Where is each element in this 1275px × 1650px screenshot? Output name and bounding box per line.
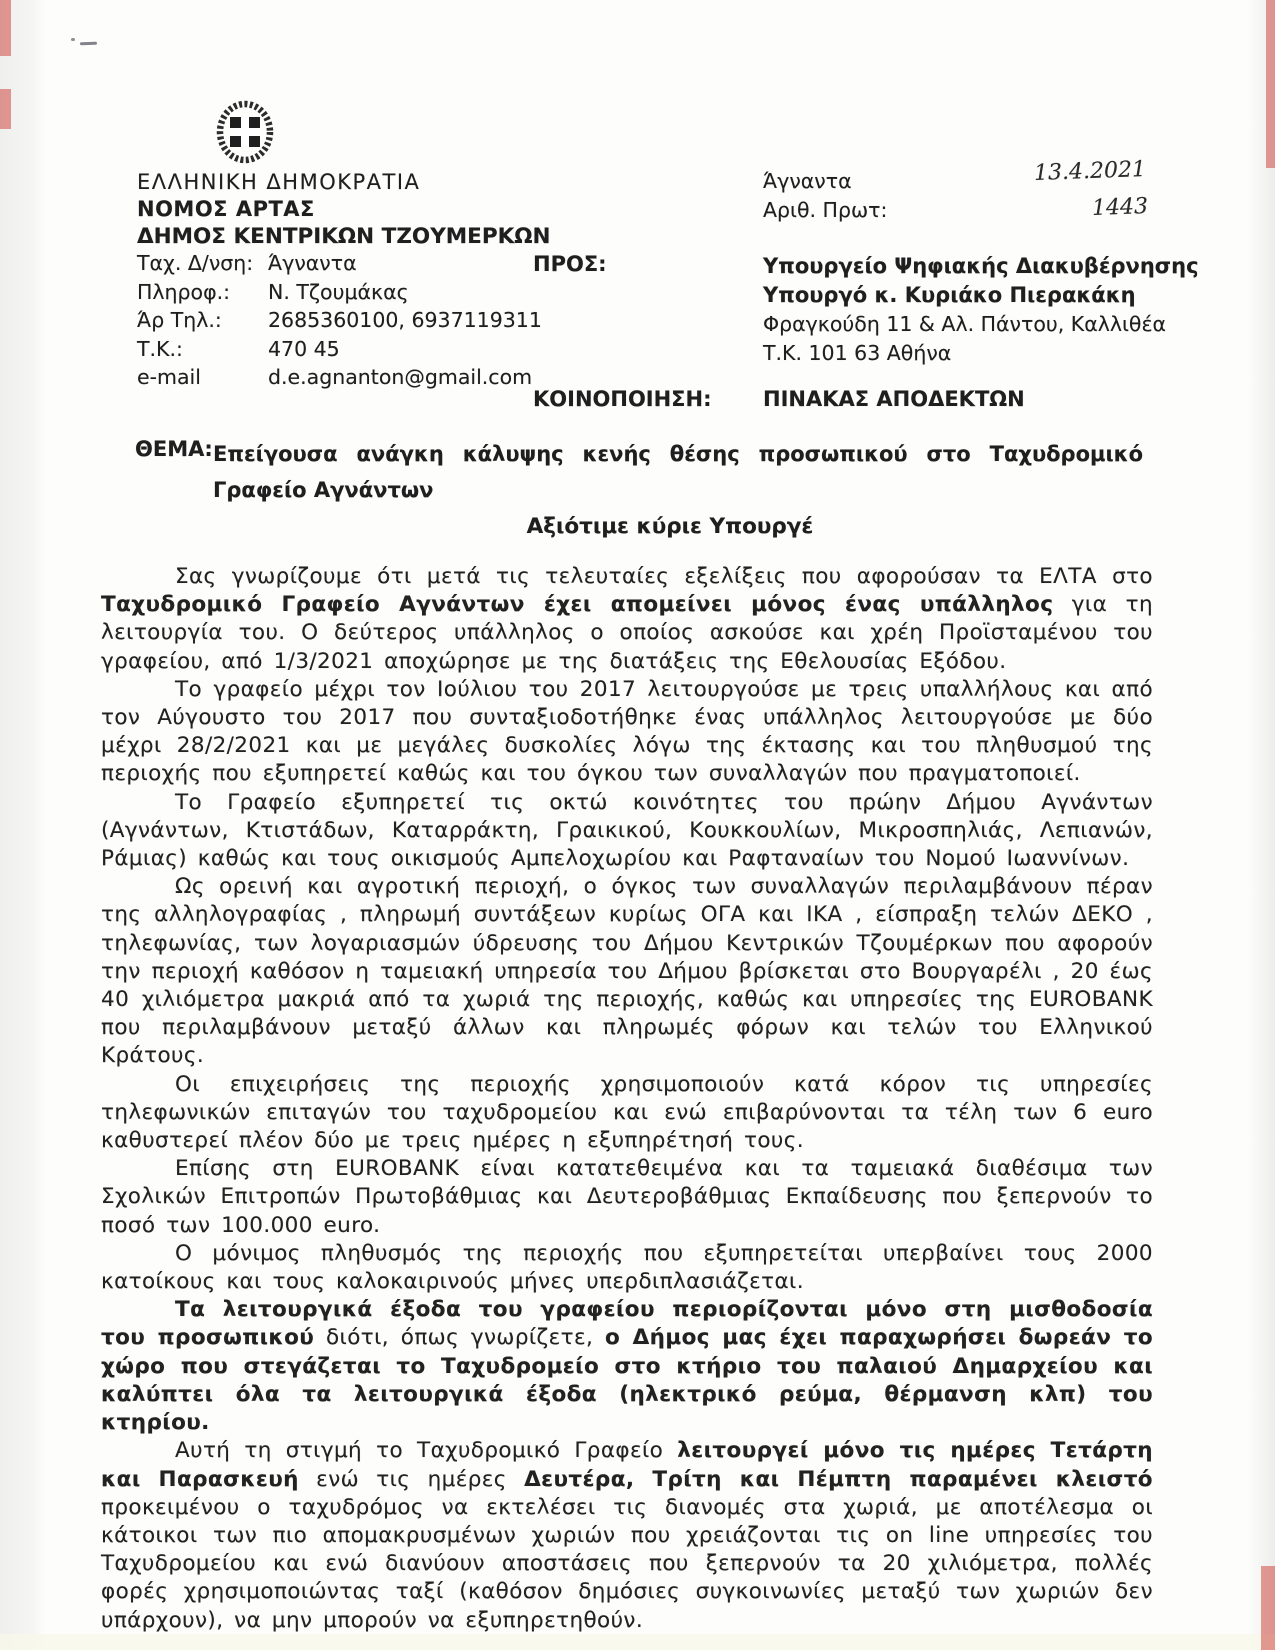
letterhead-field-row [137,280,617,309]
field-value-postcode: 470 45 [268,336,340,361]
subject-text [213,437,1143,508]
paragraph-run: Ο μόνιμος πληθυσμός της περιοχής που εξυπηρετείται υπερβαίνει τους 2000 κατοίκους και τους καλοκαιρινούς μήνες υπερδιπλασιάζεται. [101,1240,1153,1295]
field-value-email: d.e.agnanton@gmail.com [268,365,533,389]
pencil-mark [80,42,97,46]
field-label-phone: Άρ Τηλ.: [137,308,222,332]
body-paragraph-5 [101,1071,1153,1156]
field-value-phone: 2685360100, 6937119311 [268,308,542,332]
scan-red-mark [0,0,11,56]
paragraph-run: Ως ορεινή και αγροτική περιοχή, ο όγκος των συναλλαγών περιλαμβάνουν πέραν της αλληλογραφίας , πληρωμή συντάξεων κυρίως ΟΓΑ και ΙΚΑ , είσπραξη τελών ΔΕΚΟ , τηλεφωνίας, των λογαριασμών ύδρευσης του Δήμου Κεντρικών Τζουμέρκων που αφορούν την περιοχή καθόσον η ταμειακή υπηρεσία του Δήμου βρίσκεται στο Βουργαρέλι , 20 έως 40 χιλιόμετρα μακριά από τα χωριά της περιοχής, καθώς και υπηρεσίες της EUROBANK που περιλαμβάνουν μεταξύ άλλων και πληρωμές φόρων και τελών του Ελληνικού Κράτους. [101,874,1153,1069]
paragraph-run: προκειμένου ο ταχυδρόμος να εκτελέσει τις διανομές στα χωριά, με αποτέλεσμα οι κάτοικοι των πιο απομακρυσμένων χωριών που χρειάζονται τις on line υπηρεσίες του Ταχυδρομείου και ενώ διανύουν αποστάσεις που ξεπερνούν τα 20 χιλιόμετρα, πολλές φορές χρησιμοποιώντας ταξί (καθόσον δημόσιες συγκοινωνίες μεταξύ των χωριών δεν υπάρχουν), να μην μπορούν να εξυπηρετηθούν. [101,1494,1153,1633]
field-value-contact: Ν. Τζουμάκας [268,279,409,304]
letter-body [101,563,1153,1635]
field-value-address: Άγναντα [268,251,357,275]
field-label-postcode: Τ.Κ.: [137,336,183,361]
paragraph-run: Το γραφείο μέχρι τον Ιούλιου του 2017 λειτουργούσε με τρεις υπαλλήλους και από τον Αύγουστο του 2017 που συνταξιοδοτήθηκε ένας υπάλληλος λειτουργούσε με δύο μέχρι 28/2/2021 και με μεγάλες δυσκολίες λόγω της έκτασης και του πληθυσμού της περιοχής που εξυπηρετεί καθώς και του όγκου των συναλλαγών που πραγματοποιεί. [101,676,1153,787]
protocol-number-handwritten: 1443 [1091,194,1149,221]
recipient-block [763,252,1199,368]
letterhead-prefecture: ΝΟΜΟΣ ΑΡΤΑΣ [137,197,315,221]
paragraph-run: Οι επιχειρήσεις της περιοχής χρησιμοποιούν κατά κόρον τις υπηρεσίες τηλεφωνικών επιταγών του ταχυδρομείου και ενώ επιβαρύνονται τα τέλη των 6 euro καθυστερεί πλέον δύο με τρεις ημέρες η εξυπηρέτησή τους. [101,1071,1153,1154]
scan-edge-bottom [0,1634,1275,1650]
scan-red-mark [1261,1566,1275,1650]
letterhead-field-row [137,308,617,337]
recipient-street: Φραγκούδη 11 & Αλ. Πάντου, Καλλιθέα [763,312,1167,336]
paragraph-run-bold: Τα λειτουργικά έξοδα του γραφείου περιορίζονται μόνο στη μισθοδοσία του προσωπικού [101,1297,1153,1351]
protocol-label: Αριθ. Πρωτ: [763,198,888,222]
paragraph-run-bold: Ταχυδρομικό Γραφείο Αγνάντων έχει απομείνει μόνος ένας υπάλληλος [101,592,1054,618]
reference-date-handwritten: 13.4.2021 [1033,157,1147,186]
field-label-email: e-mail [137,365,201,389]
subject-line-1: Επείγουσα ανάγκη κάλυψης κενής θέσης προσωπικού στο Ταχυδρομικό [213,442,1143,466]
recipient-minister: Υπουργό κ. Κυριάκο Πιερακάκη [763,283,1136,307]
letterhead-municipality: ΔΗΜΟΣ ΚΕΝΤΡΙΚΩΝ ΤΖΟΥΜΕΡΚΩΝ [137,224,551,249]
notification-value: ΠΙΝΑΚΑΣ ΑΠΟΔΕΚΤΩΝ [763,387,1025,411]
paragraph-run: για τη λειτουργία του. Ο δεύτερος υπάλληλος ο οποίος ασκούσε και χρέη Προϊσταμένου του γραφείου, από 1/3/2021 αποχώρησε με της διατάξεις της Εθελουσίας Εξόδου. [101,592,1153,674]
recipient-ministry: Υπουργείο Ψηφιακής Διακυβέρνησης [763,254,1199,278]
subject-label: ΘΕΜΑ: [135,437,213,461]
field-label-contact: Πληροφ.: [137,279,231,304]
paragraph-run: Επίσης στη EUROBANK είναι κατατεθειμένα και τα ταμειακά διαθέσιμα των Σχολικών Επιτροπών Πρωτοβάθμιας και Δευτεροβάθμιας Εκπαίδευσης που ξεπερνούν το ποσό των 100.000 euro. [101,1156,1153,1238]
body-paragraph-9 [101,1437,1153,1634]
paragraph-run-bold: Δευτέρα, Τρίτη και Πέμπτη παραμένει κλειστό [524,1466,1153,1492]
scan-edge-right [1248,0,1275,1650]
field-label-address: Ταχ. Δ/νση: [137,251,254,275]
body-paragraph-6 [101,1155,1153,1240]
pencil-mark [71,38,75,41]
body-paragraph-3 [101,789,1153,874]
recipient-postcode: Τ.Κ. 101 63 Αθήνα [763,341,952,365]
paragraph-run: ενώ τις ημέρες [298,1466,525,1492]
scan-red-mark [1266,0,1275,168]
scan-red-mark [0,89,11,129]
letterhead-field-row [137,337,617,366]
paragraph-run: διότι, όπως γνωρίζετε, [314,1325,606,1351]
notification-label: ΚΟΙΝΟΠΟΙΗΣΗ: [533,387,712,411]
reference-place: Άγναντα [763,169,852,193]
emblem-icon [216,100,274,164]
salutation: Αξιότιμε κύριε Υπουργέ [526,514,814,539]
body-paragraph-8 [101,1296,1153,1437]
scan-edge-left [0,0,46,1650]
paragraph-run: Το Γραφείο εξυπηρετεί τις οκτώ κοινότητες του πρώην Δήμου Αγνάντων (Αγνάντων, Κτιστάδων, Καταρράκτη, Γραικικού, Κουκκουλίων, Μικροσπηλιάς, Λεπιανών, Ράμιας) καθώς και τους οικισμούς Αμπελοχωρίου και Ραφταναίων του Νομού Ιωαννίνων. [101,789,1153,872]
body-paragraph-2 [101,676,1153,789]
subject-line-2: Γραφείο Αγνάντων [213,477,434,502]
to-label: ΠΡΟΣ: [533,252,607,276]
body-paragraph-1 [101,563,1153,676]
body-paragraph-7 [101,1240,1153,1296]
body-paragraph-4 [101,873,1153,1070]
paragraph-run: Αυτή τη στιγμή το Ταχυδρομικό Γραφείο [175,1438,678,1464]
paragraph-run-bold: ο Δήμος μας έχει παραχωρήσει δωρεάν το χώρο που στεγάζεται το Ταχυδρομείο στο κτήριο του παλαιού Δημαρχείου και καλύπτει όλα τα λειτουργικά έξοδα (ηλεκτρικό ρεύμα, θέρμανση κλπ) του κτηρίου. [101,1325,1153,1436]
paragraph-run-bold: λειτουργεί μόνο τις ημέρες Τετάρτη και Παρασκευή [101,1438,1153,1492]
greek-coat-of-arms-emblem [216,100,274,164]
letterhead-republic: ΕΛΛΗΝΙΚΗ ΔΗΜΟΚΡΑΤΙΑ [137,170,421,194]
paragraph-run: Σας γνωρίζουμε ότι μετά τις τελευταίες εξελίξεις που αφορούσαν τα ΕΛΤΑ στο [175,564,1153,589]
